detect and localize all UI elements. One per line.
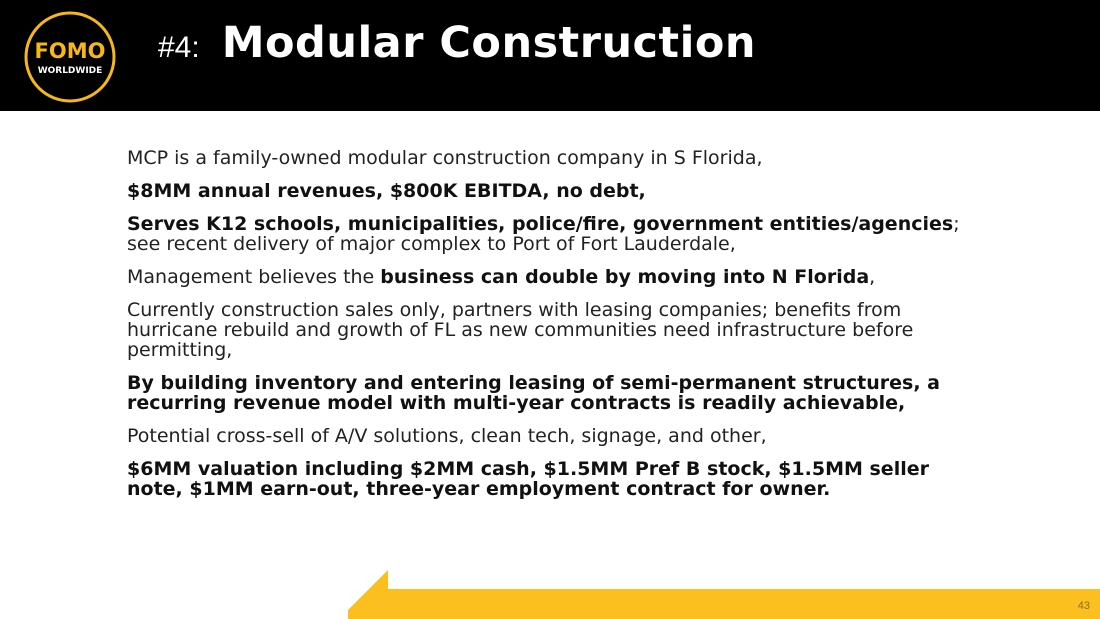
content-paragraph <box>127 459 967 499</box>
bold-text-segment: By building inventory and entering leasing of semi-permanent structures, a recurring revenue model with multi-year contracts is readily achievable, <box>127 372 941 414</box>
logo-text-bottom: WORLDWIDE <box>37 66 103 76</box>
logo-text-top: FOMO <box>34 39 106 63</box>
text-segment: Currently construction sales only, partners with leasing companies; benefits from hurricane rebuild and growth of FL as new communities need infrastructure before permitting, <box>127 299 914 361</box>
bold-text-segment: business can double by moving into N Florida <box>380 266 870 288</box>
content-paragraph <box>127 373 967 413</box>
content-paragraph <box>127 181 967 201</box>
fomo-worldwide-logo <box>23 10 117 104</box>
bold-text-segment: Serves K12 schools, municipalities, police/fire, government entities/agencies <box>127 213 954 235</box>
footer-accent-bar <box>385 589 1100 619</box>
slide-header <box>0 0 1100 111</box>
text-segment: , <box>869 266 876 288</box>
content-paragraph <box>127 426 967 446</box>
slide-title <box>158 18 756 78</box>
bold-text-segment: $8MM annual revenues, $800K EBITDA, no debt, <box>127 180 646 202</box>
text-segment: ; see recent delivery of major complex to Port of Fort Lauderdale, <box>127 213 960 255</box>
text-segment: MCP is a family-owned modular construction company in S Florida, <box>127 147 763 169</box>
page-number: 43 <box>1077 600 1090 612</box>
content-paragraph <box>127 214 967 254</box>
bold-text-segment: $6MM valuation including $2MM cash, $1.5MM Pref B stock, $1.5MM seller note, $1MM earn-out, three-year employment contract for owner. <box>127 458 929 500</box>
slide-title-text: Modular Construction <box>221 18 756 68</box>
text-segment: Potential cross-sell of A/V solutions, clean tech, signage, and other, <box>127 425 767 447</box>
slide-body <box>127 148 967 512</box>
text-segment: Management believes the <box>127 266 381 288</box>
content-paragraph <box>127 300 967 360</box>
content-paragraph <box>127 267 967 287</box>
content-paragraph <box>127 148 967 168</box>
footer-arrow-shape <box>348 570 388 619</box>
slide-title-number: #4: <box>158 31 200 64</box>
